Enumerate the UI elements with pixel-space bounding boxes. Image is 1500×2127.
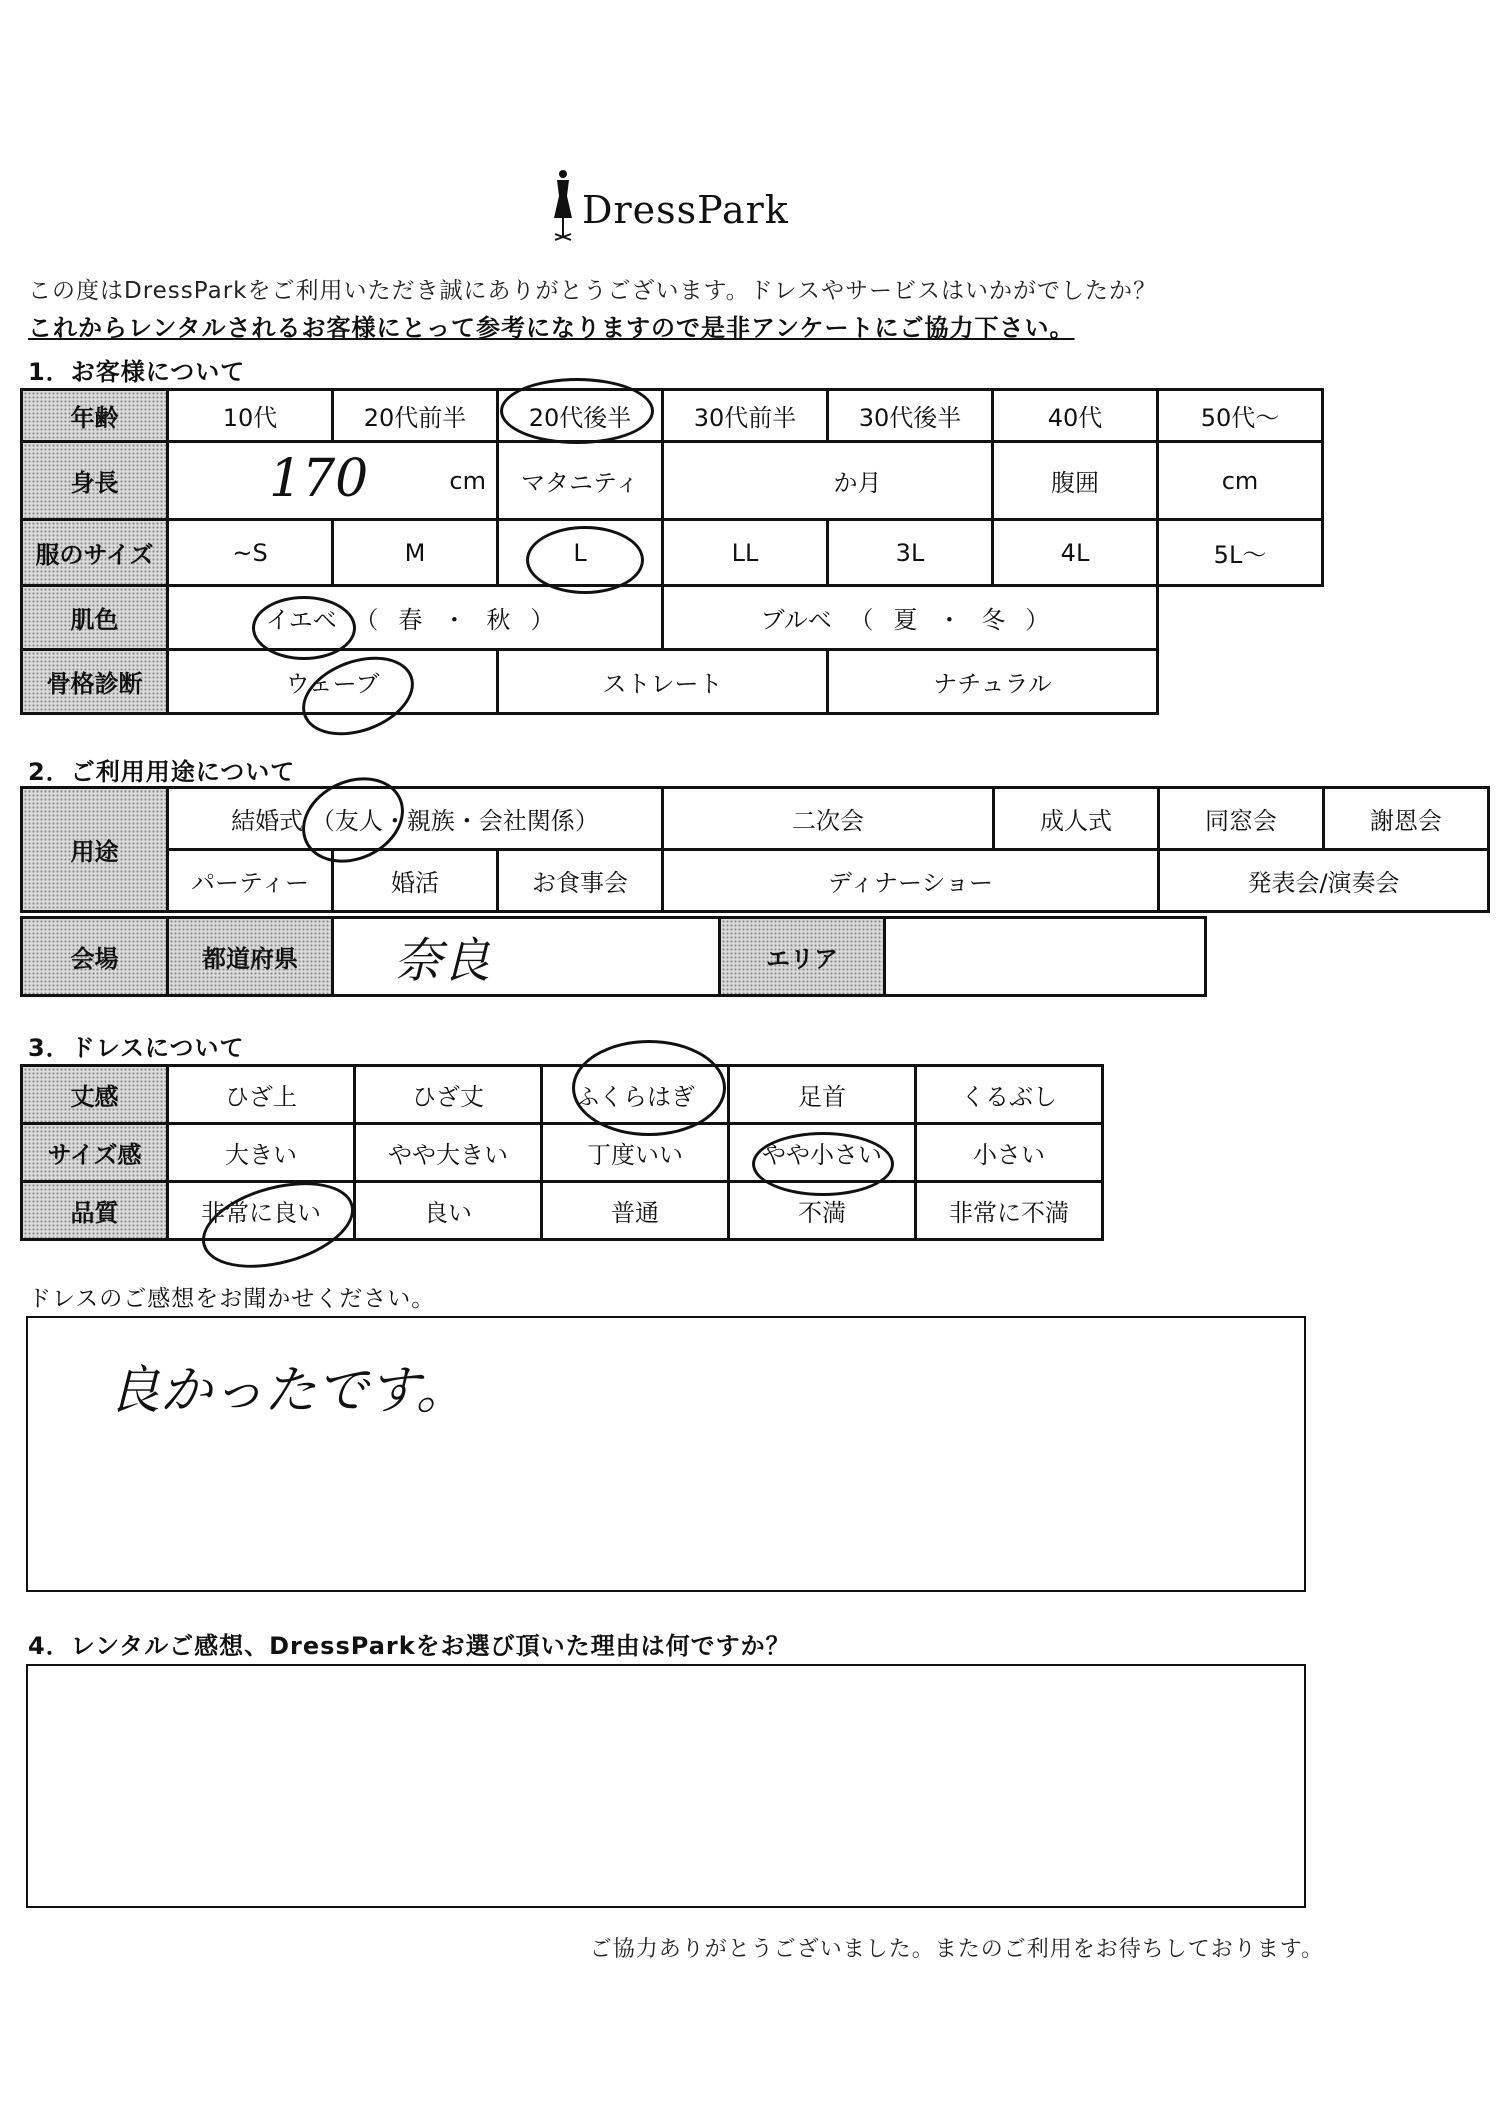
length-row (22, 1066, 1103, 1124)
paren: （ (354, 606, 379, 634)
wedding-relative: 親族 (406, 807, 455, 835)
maternity-label: マタニティ (498, 442, 663, 520)
height-row (22, 442, 1323, 520)
wedding-company: 会社関係 (478, 807, 575, 835)
impression-prompt: ドレスのご感想をお聞かせください。 (28, 1286, 436, 1312)
fit-row (22, 1124, 1103, 1182)
height-label: 身長 (22, 442, 168, 520)
frame-option[interactable]: ナチュラル (828, 650, 1158, 714)
venue-label: 会場 (22, 918, 168, 996)
dress-table (20, 1064, 1104, 1241)
frame-option[interactable]: ストレート (498, 650, 828, 714)
area-label: エリア (720, 918, 885, 996)
wedding-label: 結婚式 (231, 807, 304, 835)
age-row (22, 390, 1323, 442)
quality-option[interactable]: 不満 (729, 1182, 916, 1240)
fit-option[interactable]: 大きい (168, 1124, 355, 1182)
quality-option[interactable]: 良い (355, 1182, 542, 1240)
frame-option[interactable]: ウェーブ (168, 650, 498, 714)
customer-table (20, 388, 1324, 715)
quality-option[interactable]: 非常に良い (168, 1182, 355, 1240)
waist-label: 腹囲 (993, 442, 1158, 520)
skin-yellow-label: イエベ (265, 606, 337, 634)
separator: ・ (382, 807, 407, 835)
usage-option[interactable]: パーティー (168, 850, 333, 912)
maternity-months-field[interactable] (663, 442, 993, 520)
impression-box[interactable] (26, 1316, 1306, 1592)
usage-option[interactable]: 謝恩会 (1324, 788, 1489, 850)
usage-row-2 (22, 850, 1489, 912)
size-option[interactable]: 4L (993, 520, 1158, 586)
quality-label: 品質 (22, 1182, 168, 1240)
separator: ・ (454, 807, 479, 835)
skin-blue-option[interactable] (663, 586, 1158, 650)
months-unit: か月 (833, 469, 882, 497)
age-option[interactable]: 40代 (993, 390, 1158, 442)
size-label: 服のサイズ (22, 520, 168, 586)
size-option[interactable]: 3L (828, 520, 993, 586)
prefecture-value: 奈良 (394, 933, 491, 989)
length-label: 丈感 (22, 1066, 168, 1124)
season-spring: 春 (398, 606, 423, 634)
paren: （ (849, 606, 874, 634)
logo-text: DressPark (582, 188, 789, 232)
season-summer: 夏 (893, 606, 918, 634)
prefecture-label: 都道府県 (168, 918, 333, 996)
season-autumn: 秋 (486, 606, 511, 634)
age-option[interactable]: 10代 (168, 390, 333, 442)
height-value: 170 (269, 449, 369, 509)
quality-option[interactable]: 非常に不満 (916, 1182, 1103, 1240)
skin-label: 肌色 (22, 586, 168, 650)
fit-option[interactable]: やや大きい (355, 1124, 542, 1182)
age-option[interactable]: 20代前半 (333, 390, 498, 442)
empty-cell (1158, 586, 1323, 650)
age-label: 年齢 (22, 390, 168, 442)
fit-option[interactable]: やや小さい (729, 1124, 916, 1182)
usage-row-1 (22, 788, 1489, 850)
section4-title: 4．レンタルご感想、DressParkをお選び頂いた理由は何ですか？ (28, 1632, 791, 1660)
usage-option[interactable]: 婚活 (333, 850, 498, 912)
age-option[interactable]: 30代後半 (828, 390, 993, 442)
size-option[interactable]: ~S (168, 520, 333, 586)
waist-field[interactable] (1158, 442, 1323, 520)
dresspark-logo (548, 168, 788, 258)
fit-option[interactable]: 小さい (916, 1124, 1103, 1182)
size-row (22, 520, 1323, 586)
usage-option[interactable]: 発表会/演奏会 (1159, 850, 1489, 912)
usage-option[interactable]: お食事会 (498, 850, 663, 912)
quality-option[interactable]: 普通 (542, 1182, 729, 1240)
skin-yellow-option[interactable] (168, 586, 663, 650)
season-winter: 冬 (981, 606, 1006, 634)
length-option[interactable]: ひざ丈 (355, 1066, 542, 1124)
frame-row (22, 650, 1323, 714)
empty-cell (1158, 650, 1323, 714)
reason-box[interactable] (26, 1664, 1306, 1908)
age-option[interactable]: 50代～ (1158, 390, 1323, 442)
height-unit: cm (449, 466, 486, 495)
length-option[interactable]: 足首 (729, 1066, 916, 1124)
venue-row (22, 918, 1206, 996)
prefecture-field[interactable] (333, 918, 720, 996)
skin-blue-label: ブルベ (760, 606, 832, 634)
section1-title: 1．お客様について (28, 358, 246, 386)
size-option[interactable]: LL (663, 520, 828, 586)
venue-table (20, 916, 1207, 997)
height-field[interactable] (168, 442, 498, 520)
length-option[interactable]: ひざ上 (168, 1066, 355, 1124)
size-option[interactable]: 5L～ (1158, 520, 1323, 586)
skin-row (22, 586, 1323, 650)
length-option[interactable]: ふくらはぎ (542, 1066, 729, 1124)
separator: ・ (442, 606, 467, 634)
wedding-friend: 友人 (334, 807, 383, 835)
paren: ） (1025, 606, 1050, 634)
paren: ） (530, 606, 555, 634)
intro-request: これからレンタルされるお客様にとって参考になりますので是非アンケートにご協力下さい。 (28, 314, 1075, 342)
section2-title: 2．ご利用用途について (28, 758, 296, 786)
usage-label: 用途 (22, 788, 168, 912)
size-option[interactable]: M (333, 520, 498, 586)
fit-label: サイズ感 (22, 1124, 168, 1182)
age-option[interactable]: 20代後半 (498, 390, 663, 442)
dress-form-icon (548, 168, 578, 248)
intro-text: この度はDressParkをご利用いただき誠にありがとうございます。ドレスやサービスはいかがでしたか？ (28, 278, 1157, 304)
size-option[interactable]: L (498, 520, 663, 586)
fit-option[interactable]: 丁度いい (542, 1124, 729, 1182)
usage-option[interactable]: 二次会 (663, 788, 994, 850)
age-option[interactable]: 30代前半 (663, 390, 828, 442)
usage-option[interactable]: ディナーショー (663, 850, 1159, 912)
frame-label: 骨格診断 (22, 650, 168, 714)
wedding-option[interactable] (168, 788, 663, 850)
impression-answer: 良かったです。 (108, 1361, 468, 1421)
usage-table (20, 786, 1490, 913)
waist-unit: cm (1221, 466, 1259, 495)
paren: （ (310, 807, 335, 835)
paren: ） (574, 807, 599, 835)
footer-thanks: ご協力ありがとうございました。またのご利用をお待ちしております。 (589, 1937, 1324, 1962)
quality-row (22, 1182, 1103, 1240)
separator: ・ (937, 606, 962, 634)
section3-title: 3．ドレスについて (28, 1034, 245, 1062)
area-field[interactable] (885, 918, 1206, 996)
length-option[interactable]: くるぶし (916, 1066, 1103, 1124)
usage-option[interactable]: 同窓会 (1159, 788, 1324, 850)
usage-option[interactable]: 成人式 (994, 788, 1159, 850)
